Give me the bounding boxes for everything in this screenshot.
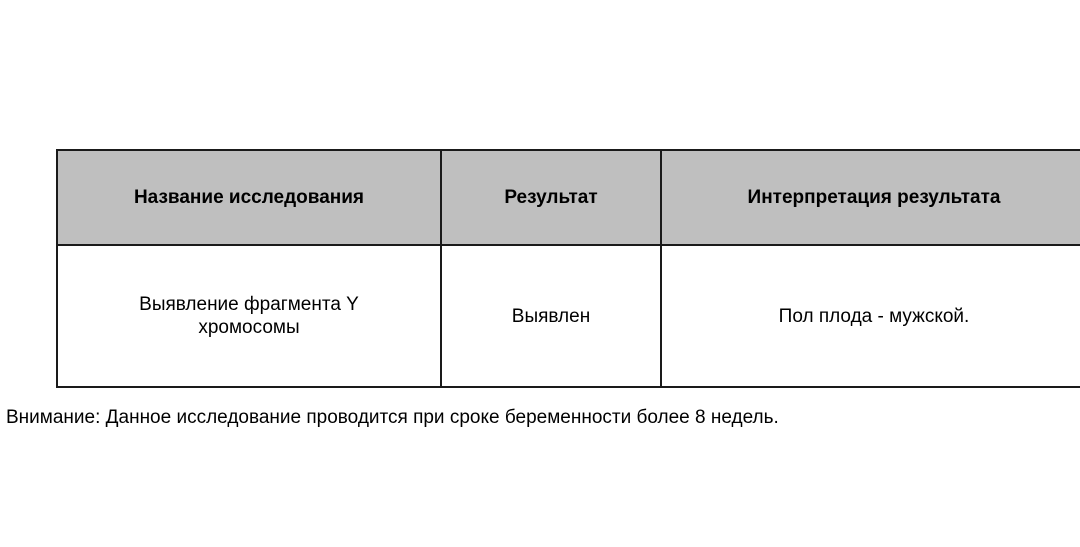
- test-name-line1: Выявление фрагмента Y: [139, 294, 359, 315]
- header-test-name: Название исследования: [57, 150, 441, 245]
- cell-result: Выявлен: [441, 245, 661, 387]
- table-row: [57, 245, 1080, 387]
- results-table: [56, 149, 1080, 388]
- header-interpretation: Интерпретация результата: [661, 150, 1080, 245]
- cell-test-name: [57, 245, 441, 387]
- test-name-line2: хромосомы: [198, 317, 300, 338]
- attention-note: Внимание: Данное исследование проводится при сроке беременности более 8 недель.: [6, 407, 779, 428]
- cell-interpretation: Пол плода - мужской.: [661, 245, 1080, 387]
- table-header-row: [57, 150, 1080, 245]
- header-result: Результат: [441, 150, 661, 245]
- table-body: [57, 245, 1080, 387]
- table-header: [57, 150, 1080, 245]
